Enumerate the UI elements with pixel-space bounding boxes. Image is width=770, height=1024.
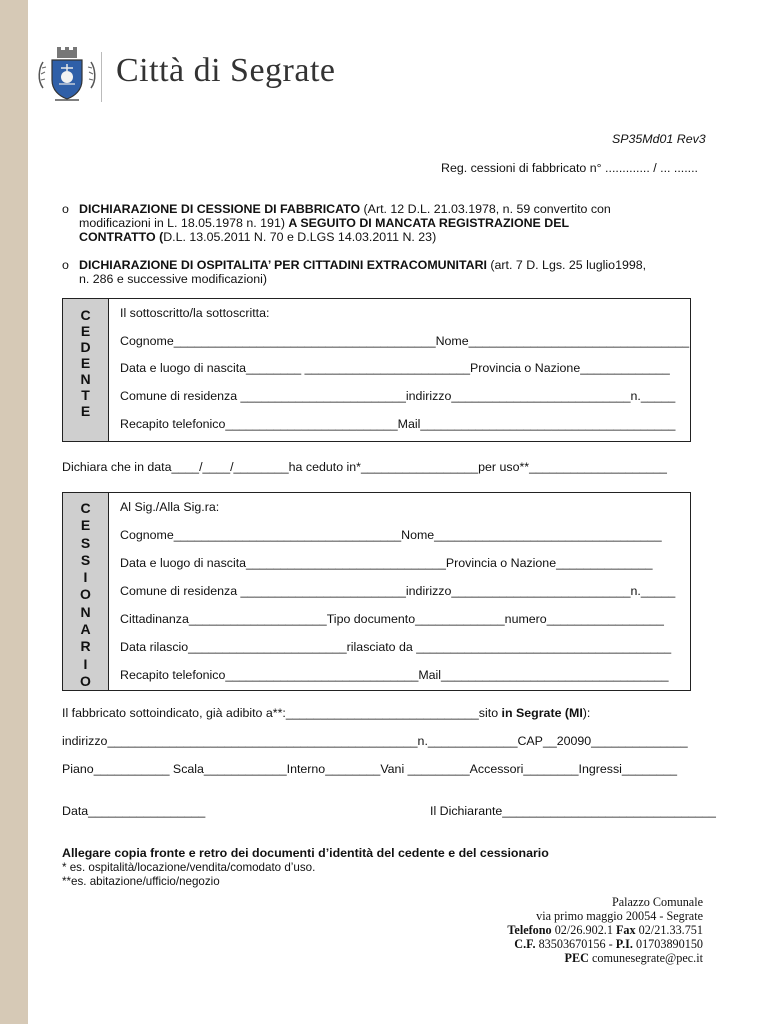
cedente-heading: Il sottoscritto/la sottoscritta:	[120, 306, 270, 320]
side-letter: S	[80, 551, 91, 568]
option-1-checkbox[interactable]: o	[62, 202, 69, 216]
fabbricato-location-end: ):	[582, 706, 591, 720]
logo-divider	[101, 52, 102, 102]
option-1-line-3	[79, 230, 436, 245]
cessionario-birth-field[interactable]: Data e luogo di nascita_____________________________Provincia o Nazione______________	[120, 556, 653, 570]
footnote-1: * es. ospitalità/locazione/vendita/comodato d’uso.	[62, 861, 316, 874]
cedente-contact-field[interactable]: Recapito telefonico_________________________Mail_____________________________________	[120, 417, 676, 431]
side-letter: E	[80, 323, 91, 339]
left-edge-strip	[0, 0, 28, 1024]
registry-number: Reg. cessioni di fabbricato n° ............. / ... .......	[441, 161, 699, 175]
side-letter: E	[80, 355, 91, 371]
option-1-line-2	[79, 216, 569, 231]
footer-address: via primo maggio 20054 - Segrate	[536, 909, 703, 923]
phone-value: 02/26.902.1	[551, 923, 616, 937]
cedente-name-field[interactable]: Cognome______________________________________Nome________________________________	[120, 334, 690, 348]
cessionario-issue-field[interactable]: Data rilascio_______________________rilasciato da _____________________________________	[120, 640, 672, 654]
footer-building: Palazzo Comunale	[611, 895, 703, 909]
option-1-decree: D.L. 13.05.2011 N. 70 e D.LGS 14.03.2011 N. 23)	[163, 230, 437, 244]
cedente-residence-field[interactable]: Comune di residenza ________________________indirizzo__________________________n._____	[120, 389, 676, 403]
cedente-birth-field[interactable]: Data e luogo di nascita________ ________________________Provincia o Nazione_____________	[120, 361, 670, 375]
cf-value: 83503670156 -	[535, 937, 616, 951]
side-letter: D	[80, 339, 91, 355]
pec-label: PEC	[564, 951, 589, 965]
city-name-title: Città di Segrate	[116, 52, 336, 89]
fabbricato-address-field[interactable]: indirizzo_____________________________________________n._____________CAP__20090______________	[62, 734, 688, 748]
option-2-reference: (art. 7 D. Lgs. 25 luglio1998,	[486, 258, 647, 272]
footer-tax-ids	[514, 937, 703, 951]
cessionario-heading: Al Sig./Alla Sig.ra:	[120, 500, 220, 514]
pi-value: 01703890150	[632, 937, 703, 951]
fabbricato-use-text: Il fabbricato sottoindicato, già adibito a**:____________________________sito	[62, 706, 502, 720]
fabbricato-location: in Segrate (MI	[501, 706, 583, 720]
cedente-vertical-label	[63, 307, 108, 419]
footer-phone	[507, 923, 703, 937]
side-letter: E	[80, 403, 91, 419]
option-1-line-1	[79, 202, 611, 217]
option-2-line-2: n. 286 e successive modificazioni)	[79, 272, 268, 286]
side-letter: O	[80, 672, 91, 689]
side-letter: N	[80, 371, 91, 387]
side-letter: I	[83, 655, 88, 672]
fax-label: Fax	[615, 923, 636, 937]
side-letter: C	[80, 500, 91, 516]
side-letter: R	[80, 638, 91, 655]
side-letter: I	[83, 569, 88, 586]
cessionario-document-field[interactable]: Cittadinanza____________________Tipo documento_____________numero_________________	[120, 612, 664, 626]
signature-field[interactable]: Il Dichiarante_______________________________	[430, 804, 716, 818]
option-1-condition: A SEGUITO DI MANCATA REGISTRAZIONE DEL	[288, 216, 570, 230]
side-letter: T	[81, 387, 90, 403]
fabbricato-use-line[interactable]	[62, 706, 590, 721]
pi-label: P.I.	[615, 937, 633, 951]
phone-label: Telefono	[507, 923, 552, 937]
option-1-reference-cont: modificazioni in L. 18.05.1978 n. 191)	[79, 216, 289, 230]
coat-of-arms-logo	[35, 44, 99, 106]
cessionario-name-field[interactable]: Cognome_________________________________Nome_________________________________	[120, 528, 662, 542]
option-1-reference: (Art. 12 D.L. 21.03.1978, n. 59 convertito con	[360, 202, 611, 216]
cf-label: C.F.	[514, 937, 536, 951]
side-letter: C	[80, 307, 91, 323]
side-letter: N	[80, 603, 91, 620]
date-field[interactable]: Data_________________	[62, 804, 206, 818]
side-letter: S	[80, 534, 91, 551]
option-1-title: DICHIARAZIONE DI CESSIONE DI FABBRICATO	[79, 202, 361, 216]
attachment-note: Allegare copia fronte e retro dei documenti d’identità del cedente e del cessionario	[62, 846, 549, 860]
cessionario-contact-field[interactable]: Recapito telefonico____________________________Mail_________________________________	[120, 668, 669, 682]
option-2-title: DICHIARAZIONE DI OSPITALITA’ PER CITTADINI EXTRACOMUNITARI	[79, 258, 487, 272]
side-letter: O	[80, 586, 91, 603]
option-2-checkbox[interactable]: o	[62, 258, 69, 272]
cessionario-vertical-label	[63, 500, 108, 690]
side-letter: A	[80, 621, 91, 638]
cessionario-side-bar	[63, 493, 109, 690]
footnote-2: **es. abitazione/ufficio/negozio	[62, 875, 220, 888]
cedente-side-bar	[63, 299, 109, 441]
footer-pec	[565, 951, 703, 965]
fax-value: 02/21.33.751	[635, 923, 703, 937]
fabbricato-details-field[interactable]: Piano___________ Scala____________Interno________Vani _________Accessori________Ingressi________	[62, 762, 678, 776]
dichiara-line[interactable]: Dichiara che in data____/____/________ha ceduto in*_________________per uso**____________________	[62, 460, 667, 474]
document-code: SP35Md01 Rev3	[612, 132, 706, 146]
option-1-condition-cont: CONTRATTO (	[79, 230, 164, 244]
option-2-line-1	[79, 258, 646, 273]
side-letter: E	[80, 517, 91, 534]
cessionario-residence-field[interactable]: Comune di residenza ________________________indirizzo__________________________n._____	[120, 584, 676, 598]
pec-value[interactable]: comunesegrate@pec.it	[588, 951, 703, 965]
